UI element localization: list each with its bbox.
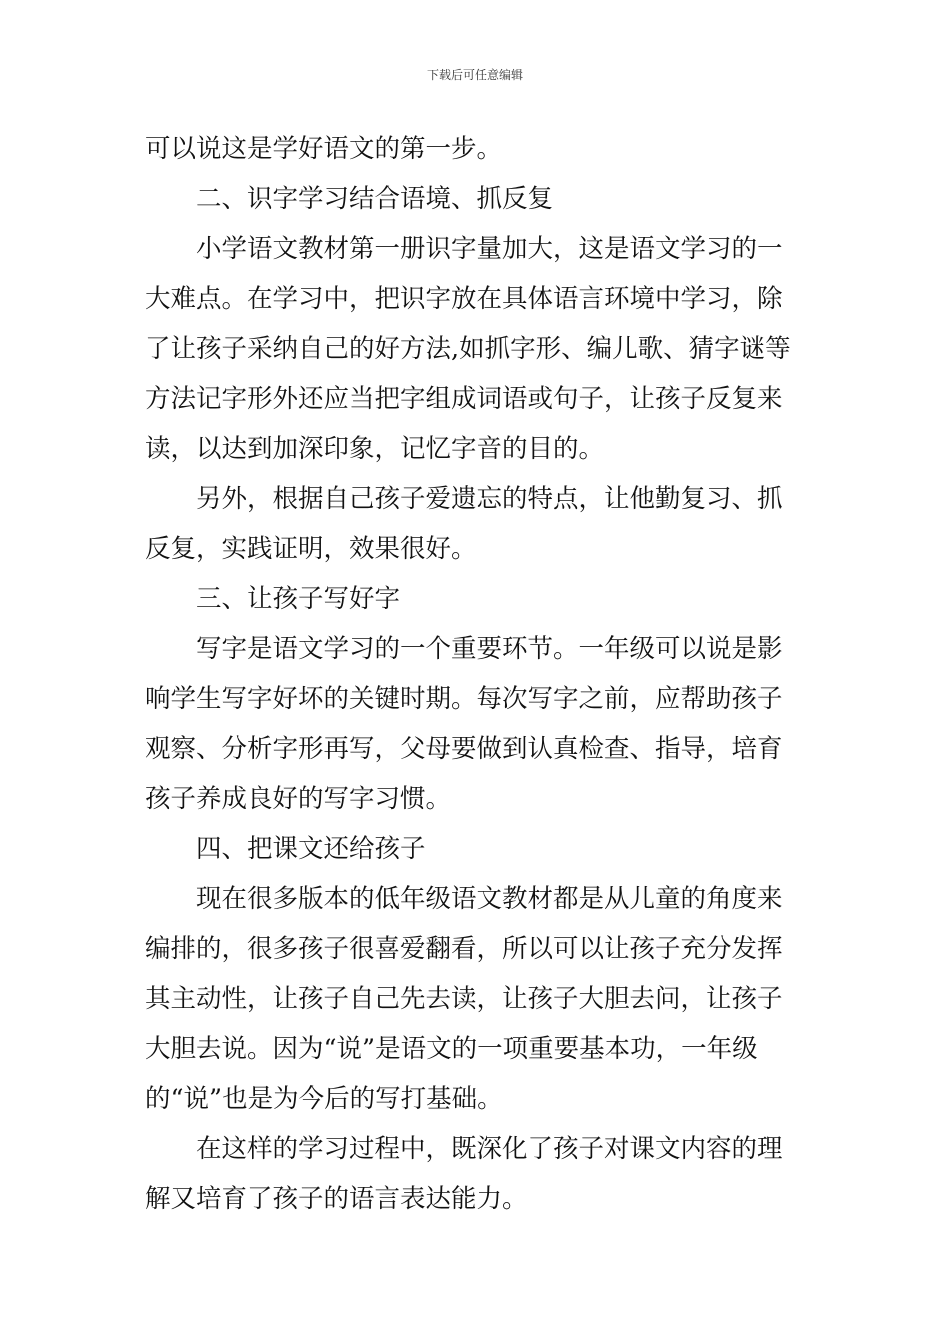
document-body: [145, 124, 809, 1224]
text-line: 可以说这是学好语文的第一步。: [145, 134, 503, 164]
text-line: 反复，实践证明，效果很好。: [145, 534, 477, 564]
text-line: 响学生写字好坏的关键时期。每次写字之前，应帮助孩子: [145, 684, 783, 714]
text-line: 大胆去说。因为“说”是语文的一项重要基本功，一年级: [145, 1034, 758, 1064]
text-line: 编排的，很多孩子很喜爱翻看，所以可以让孩子充分发挥: [145, 934, 783, 964]
text-line: 的“说”也是为今后的写打基础。: [145, 1084, 503, 1114]
text-line: 观察、分析字形再写，父母要做到认真检查、指导，培育: [145, 734, 783, 764]
text-line: 孩子养成良好的写字习惯。: [145, 784, 452, 814]
section-heading-2: 二、识字学习结合语境、抓反复: [196, 184, 554, 214]
section-heading-4: 四、把课文还给孩子: [196, 834, 426, 864]
text-line: 小学语文教材第一册识字量加大，这是语文学习的一: [196, 234, 783, 264]
text-line: 写字是语文学习的一个重要环节。一年级可以说是影: [196, 634, 783, 664]
text-line: 在这样的学习过程中，既深化了孩子对课文内容的理: [196, 1134, 783, 1164]
page-header: 下载后可任意编辑: [426, 68, 523, 82]
text-line: 大难点。在学习中，把识字放在具体语言环境中学习，除: [145, 284, 783, 314]
text-line: 读，以达到加深印象，记忆字音的目的。: [145, 434, 605, 464]
text-line: 另外，根据自己孩子爱遗忘的特点，让他勤复习、抓: [196, 484, 783, 514]
text-line: 其主动性，让孩子自己先去读，让孩子大胆去问，让孩子: [145, 984, 783, 1014]
section-heading-3: 三、让孩子写好字: [196, 584, 401, 614]
text-line: 了让孩子采纳自己的好方法,如抓字形、编儿歌、猜字谜等: [145, 334, 791, 364]
text-line: 方法记字形外还应当把字组成词语或句子，让孩子反复来: [145, 384, 783, 414]
text-line: 解又培育了孩子的语言表达能力。: [145, 1184, 528, 1214]
text-line: 现在很多版本的低年级语文教材都是从儿童的角度来: [196, 884, 783, 914]
